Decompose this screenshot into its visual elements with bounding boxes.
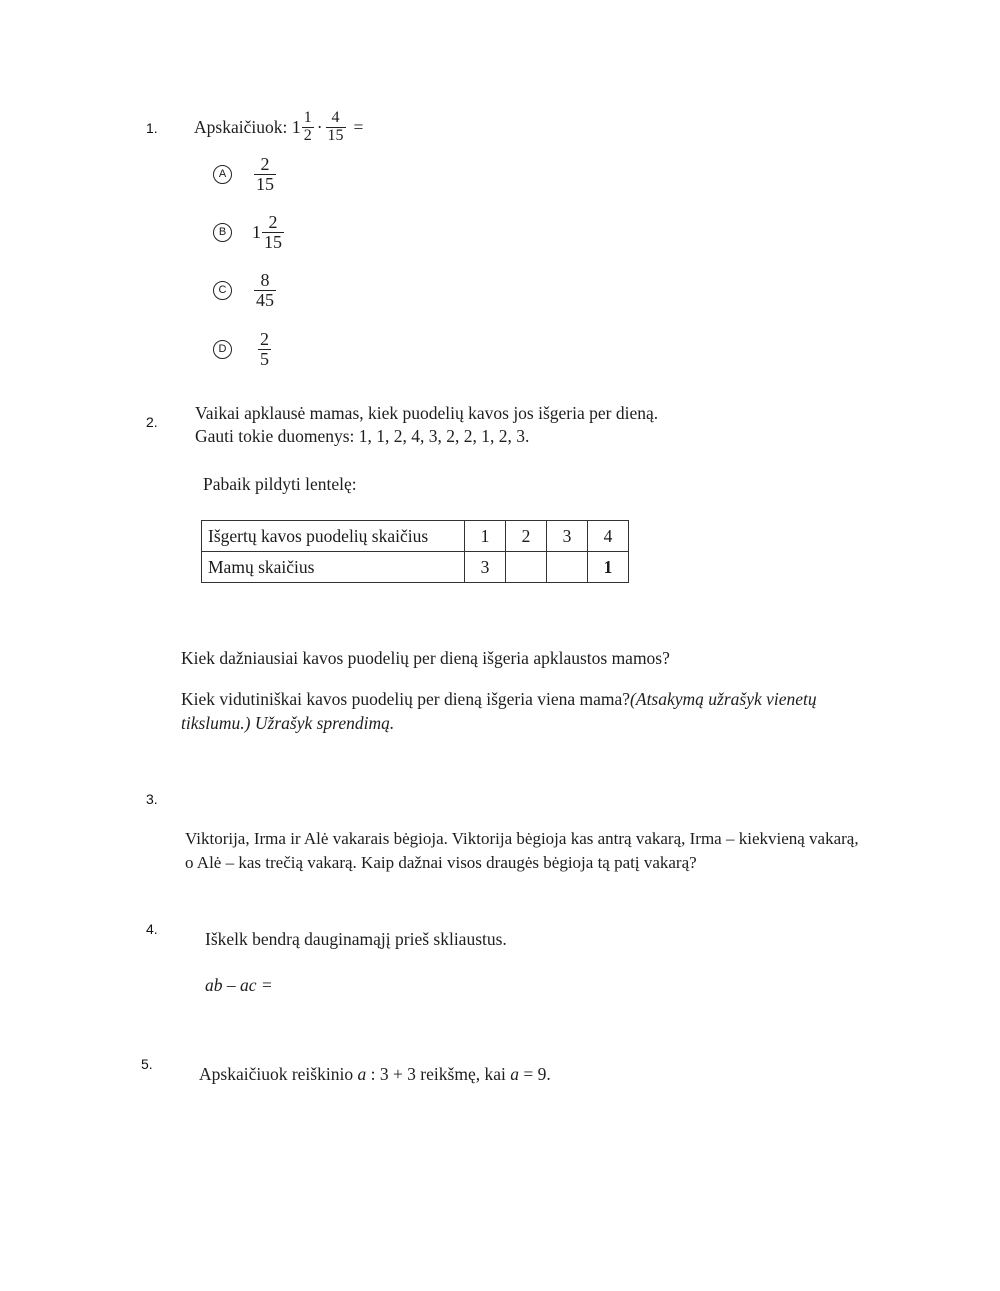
table-row bbox=[202, 521, 629, 552]
table-value-cell[interactable]: 3 bbox=[465, 552, 506, 583]
question-5-text: Apskaičiuok reiškinio bbox=[199, 1064, 358, 1084]
fraction-numerator: 1 bbox=[303, 109, 312, 126]
option-a-fraction bbox=[254, 155, 276, 194]
question-1-label: Apskaičiuok: bbox=[194, 116, 292, 137]
fraction-denominator: 15 bbox=[327, 126, 344, 144]
question-2-b bbox=[181, 689, 817, 710]
equals-sign: = bbox=[353, 116, 364, 137]
table-header-cell: 3 bbox=[547, 521, 588, 552]
fraction-numerator: 8 bbox=[260, 270, 270, 290]
variable-a: a bbox=[510, 1064, 519, 1084]
question-2-number: 2. bbox=[146, 414, 158, 430]
option-d[interactable] bbox=[213, 330, 271, 369]
fraction-numerator: 4 bbox=[331, 109, 340, 126]
question-2-a: Kiek dažniausiai kavos puodelių per dieną išgeria apklaustos mamos? bbox=[181, 648, 670, 668]
fraction-denominator: 15 bbox=[256, 173, 274, 194]
question-2-line-2: Gauti tokie duomenys: 1, 1, 2, 4, 3, 2, 2, 1, 2, 3. bbox=[195, 426, 530, 446]
question-2-b-note-continued: tikslumu.) Užrašyk sprendimą. bbox=[181, 713, 395, 733]
fraction-numerator: 2 bbox=[260, 154, 270, 174]
table-header-cell: 2 bbox=[506, 521, 547, 552]
question-2-line-1: Vaikai apklausė mamas, kiek puodelių kavos jos išgeria per dieną. bbox=[195, 403, 659, 423]
option-b-fraction bbox=[262, 213, 284, 252]
option-c-fraction bbox=[254, 271, 276, 310]
fraction-denominator: 15 bbox=[264, 231, 282, 252]
table-row-label: Mamų skaičius bbox=[202, 552, 465, 583]
question-5-text: : 3 + 3 reikšmę, kai bbox=[366, 1064, 511, 1084]
fraction-denominator: 5 bbox=[260, 348, 269, 369]
question-5-number: 5. bbox=[141, 1056, 153, 1072]
option-c-circle[interactable]: C bbox=[213, 281, 232, 300]
question-3-line-1: Viktorija, Irma ir Alė vakarais bėgioja. Viktorija bėgioja kas antrą vakarą, Irma – kiekvieną vakarą, bbox=[185, 829, 859, 848]
table-header-cell: 4 bbox=[588, 521, 629, 552]
option-a[interactable] bbox=[213, 155, 276, 194]
question-1-prompt bbox=[194, 110, 363, 145]
option-a-circle[interactable]: A bbox=[213, 165, 232, 184]
question-4-expression: ab – ac = bbox=[205, 975, 273, 995]
option-b[interactable] bbox=[213, 213, 284, 252]
frequency-table bbox=[201, 520, 629, 583]
table-value-cell[interactable] bbox=[506, 552, 547, 583]
fraction-numerator: 2 bbox=[268, 212, 278, 232]
fraction-denominator: 2 bbox=[303, 126, 312, 144]
fraction-1 bbox=[302, 110, 314, 145]
option-d-fraction bbox=[258, 330, 271, 369]
mixed-whole: 1 bbox=[291, 116, 301, 137]
option-c[interactable] bbox=[213, 271, 276, 310]
table-value-cell[interactable] bbox=[547, 552, 588, 583]
fraction-2 bbox=[326, 110, 346, 145]
question-1-number: 1. bbox=[146, 120, 158, 136]
question-5-text: = 9. bbox=[518, 1064, 551, 1084]
variable-a: a bbox=[357, 1064, 367, 1084]
option-b-circle[interactable]: B bbox=[213, 223, 232, 242]
question-2-b-text: Kiek vidutiniškai kavos puodelių per dieną išgeria viena mama? bbox=[181, 689, 631, 709]
multiply-dot: · bbox=[316, 116, 323, 137]
fraction-denominator: 45 bbox=[256, 289, 274, 310]
question-4-prompt: Iškelk bendrą dauginamąjį prieš skliaustus. bbox=[205, 929, 507, 949]
table-value-cell[interactable]: 1 bbox=[588, 552, 629, 583]
question-2-b-note: (Atsakymą užrašyk vienetų bbox=[630, 689, 817, 709]
question-3-number: 3. bbox=[146, 791, 158, 807]
table-row bbox=[202, 552, 629, 583]
fraction-numerator: 2 bbox=[260, 329, 269, 349]
option-b-whole: 1 bbox=[252, 221, 261, 242]
question-2-instruction: Pabaik pildyti lentelę: bbox=[203, 474, 357, 494]
question-5-prompt bbox=[199, 1064, 551, 1085]
table-row-label: Išgertų kavos puodelių skaičius bbox=[202, 521, 465, 552]
question-4-number: 4. bbox=[146, 921, 158, 937]
table-header-cell: 1 bbox=[465, 521, 506, 552]
option-d-circle[interactable]: D bbox=[213, 340, 232, 359]
question-3-line-2: o Alė – kas trečią vakarą. Kaip dažnai visos draugės bėgioja tą patį vakarą? bbox=[185, 853, 697, 872]
